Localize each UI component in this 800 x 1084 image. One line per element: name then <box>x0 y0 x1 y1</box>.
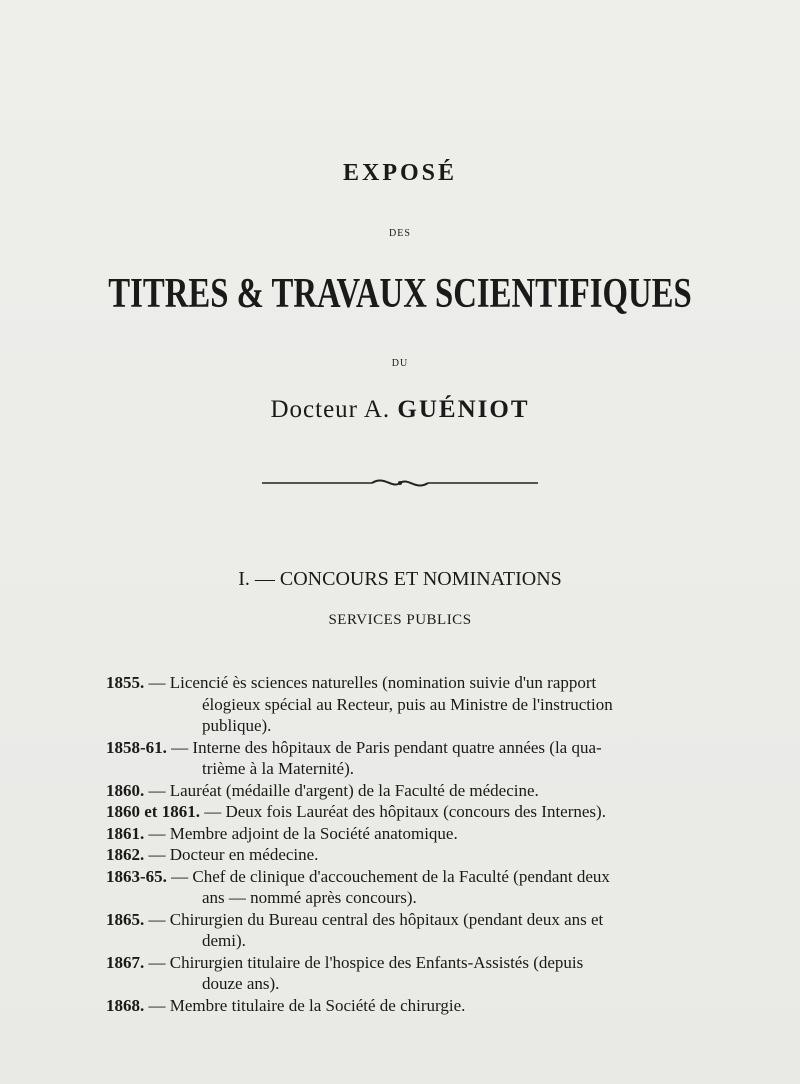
des-label: DES <box>389 228 411 239</box>
entries-list <box>106 672 686 1016</box>
entry: 1867. — Chirurgien titulaire de l'hospice des Enfants-Assistés (depuis douze ans). <box>106 952 584 993</box>
entry: 1861. — Membre adjoint de la Société anatomique. <box>106 823 458 843</box>
entry: 1863-65. — Chef de clinique d'accouchement de la Faculté (pendant deux ans — nommé après concours). <box>106 866 610 907</box>
author-prefix: Docteur A. <box>270 396 391 423</box>
entry: 1865. — Chirurgien du Bureau central des hôpitaux (pendant deux ans et demi). <box>106 909 604 950</box>
author-name: GUÉNIOT <box>397 396 530 423</box>
main-title: TITRES & TRAVAUX SCIENTIFIQUES <box>108 271 692 317</box>
author-line <box>0 396 800 424</box>
entry: 1860. — Lauréat (médaille d'argent) de la Faculté de médecine. <box>106 780 539 800</box>
expose-heading: EXPOSÉ <box>342 160 458 186</box>
entry: 1858-61. — Interne des hôpitaux de Paris pendant quatre années (la qua- trième à la Maternité). <box>106 737 602 778</box>
section-title: I. — CONCOURS ET NOMINATIONS <box>238 568 562 590</box>
entry: 1860 et 1861. — Deux fois Lauréat des hôpitaux (concours des Internes). <box>106 802 606 821</box>
section-subtitle: SERVICES PUBLICS <box>328 612 472 628</box>
entry: 1862. — Docteur en médecine. <box>106 845 319 864</box>
entry: 1855. — Licencié ès sciences naturelles (nomination suivie d'un rapport élogieux spécial au Recteur, puis au Ministre de l'instruction publique). <box>106 673 613 735</box>
du-label: DU <box>391 358 409 369</box>
entry: 1868. — Membre titulaire de la Société de chirurgie. <box>106 995 466 1015</box>
ornament-divider-icon <box>262 476 538 490</box>
